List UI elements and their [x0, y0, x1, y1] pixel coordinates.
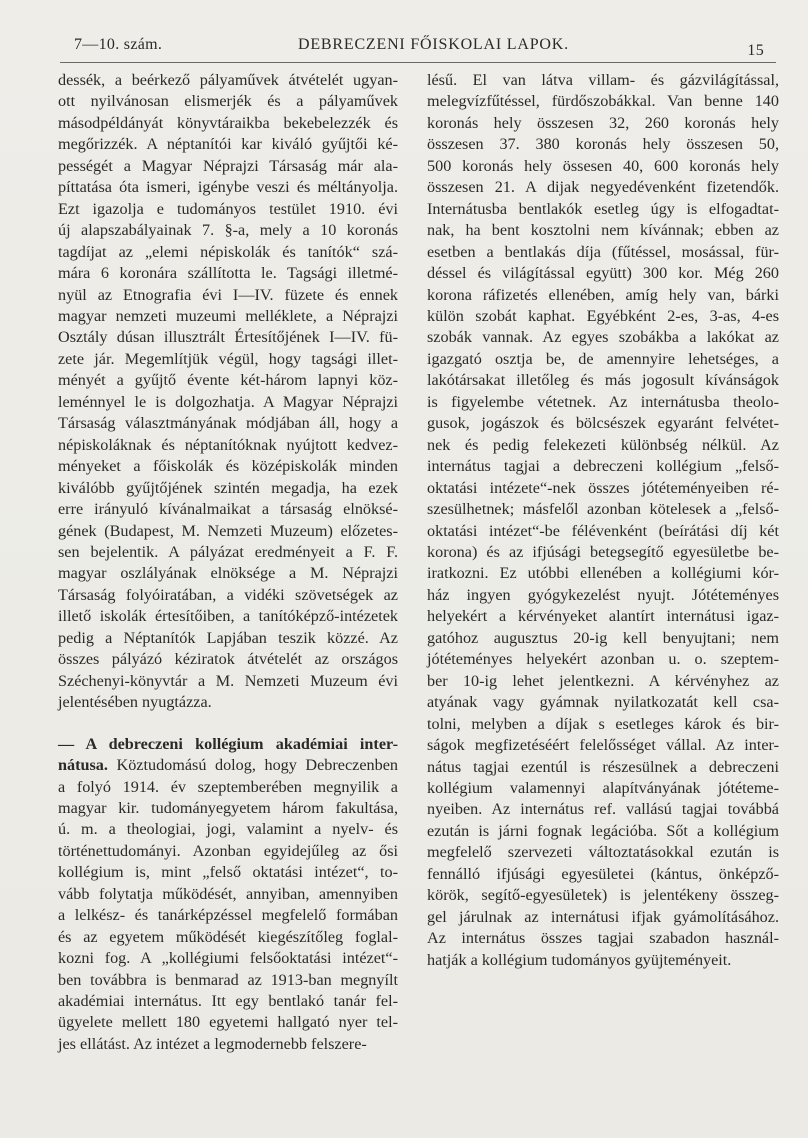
- text-line: szesülhetnek; másfelől azonban kötelesek a „felső-: [427, 500, 779, 519]
- text-line: és az egyetem működését kiegészítőleg foglal-: [58, 927, 398, 946]
- left-column: [58, 70, 398, 1055]
- text-line: leménnyel le is dolgozhatja. A Magyar Néprajzi: [58, 392, 398, 411]
- text-line: nátus tagjai ezentúl is részesülnek a debreczeni: [427, 757, 779, 776]
- text-line: esetben a bentlakás díja (fűtéssel, mosással, für-: [427, 242, 779, 261]
- text-line: ben továbbra is benmarad az 1913-ban megnyílt: [58, 970, 398, 989]
- text-line: [58, 755, 398, 776]
- text-line: dessék, a beérkező pályaművek átvételét ugyan-: [58, 71, 398, 89]
- text-line: melegvízfűtéssel, fürdőszobákkal. Van benne 140: [427, 92, 779, 111]
- text-line: oktatási intézete“-nek összes jótéteményeiben ré-: [427, 478, 779, 497]
- text-line: pedig a Néptanítók Lapjában teszik közzé. Az: [58, 628, 398, 647]
- text-line: zete jár. Megemlítjük végül, hogy tagsági illet-: [58, 349, 398, 368]
- text-line: mára 6 koronára szállította le. Tagsági illetmé-: [58, 264, 398, 283]
- text-line: Internátusba bentlakók esetleg úgy is elfogadtat-: [427, 199, 779, 218]
- text-line: nek és pedig felekezeti különbség nélkül. Az: [427, 435, 779, 454]
- text-line: külön szobát kaphat. Egyébként 2-es, 3-as, 4-es: [427, 306, 779, 325]
- text-line: a lelkész- és tanárképzéssel megfelelő formában: [58, 906, 398, 925]
- text-line: megfelelő szervezeti változtatásokkal ezután is: [427, 843, 779, 862]
- text-line: Az internátus összes tagjai szabadon használ-: [427, 929, 779, 948]
- section-text-start: Köztudomású dolog, hogy Debreczenben: [107, 756, 398, 775]
- text-line: gusok, jogászok és bölcsészek egyaránt felvétet-: [427, 414, 779, 433]
- text-line: kozni fog. A „kollégiumi felsőoktatási intézet“-: [58, 949, 398, 968]
- text-line: igazgató osztja be, de amennyire lehetséges, a: [427, 349, 779, 368]
- text-line: Osztály dúsan illusztrált Értesítőjének I—IV. fü-: [58, 328, 398, 347]
- text-line: jes ellátást. Az intézet a legmodernebb felszere-: [58, 1034, 367, 1053]
- text-line: összesen 21. A dijak negyedévenként fizetendők.: [427, 178, 779, 197]
- text-line: erre irányuló kívánalmaikat a társaság elnöksé-: [58, 500, 398, 519]
- text-line: ményét a gyűjtő évente két-három lapnyi köz-: [58, 371, 398, 390]
- section-heading: — A debreczeni kollégium akadémiai inter-: [58, 734, 398, 753]
- text-line: nyeiben. Az internátus ref. vallású tagjai továbbá: [427, 800, 779, 819]
- text-line: Társaság választmányának módjában áll, hogy a: [58, 414, 398, 433]
- text-line: illető iskolák értesítőiben, a tanítóképző-intézetek: [58, 607, 398, 626]
- text-line: magyar oszlályának elnöksége a M. Néprajzi: [58, 564, 398, 583]
- text-line: összesen 37. 380 koronás hely összesen 50,: [427, 135, 779, 154]
- text-line: Széchenyi-könyvtár a M. Nemzeti Muzeum évi: [58, 671, 398, 690]
- text-line: pességét a Magyar Néprajzi Társaság már ala-: [58, 156, 398, 175]
- text-line: vább folytatja működését, annyiban, amennyiben: [58, 884, 398, 903]
- text-line: kiválóbb gyűjtőjének szintén megadja, ha ezek: [58, 478, 398, 497]
- text-line: ber 10-ig lehet jelentkezni. A kérvényhez az: [427, 671, 779, 690]
- text-line: Társaság folyóiratában, a vidéki szövetségek az: [58, 585, 398, 604]
- text-line: ott nyilvánosan elismerjék és a pályaművek: [58, 92, 398, 111]
- section-heading-line: [58, 734, 398, 755]
- text-line: fennálló ifjúsági egyesületei (kántus, önképző-: [427, 864, 779, 883]
- text-line: másodpéldányát könyvtáraikba bekebelezzék és: [58, 113, 398, 132]
- text-line: ügyelete mellett 180 egyetemi hallgató nyer tel-: [58, 1013, 398, 1032]
- text-line: körök, segítő-egyesületek) is jelentékeny összeg-: [427, 886, 779, 905]
- text-line: gatóhoz augusztus 20-ig kell benyujtani; nem: [427, 628, 779, 647]
- text-line: lakótársakat illetőleg és más jogosult kívánságok: [427, 371, 779, 390]
- text-line: ményeket a főiskolák és középiskolák minden: [58, 457, 398, 476]
- text-line: jótéteményes helyekért azonban u. o. szeptem-: [427, 650, 779, 669]
- text-line: oktatási intézet“-be félévenként (beírátási díj két: [427, 521, 779, 540]
- text-line: lésű. El van látva villam- és gázvilágítással,: [427, 71, 779, 89]
- text-line: magyar nemzeti muzeumi melléklete, a Néprajzi: [58, 306, 398, 325]
- text-line: a folyó 1914. év szeptemberében megnyilik a: [58, 777, 398, 796]
- section-heading-end: nátusa.: [58, 756, 108, 775]
- text-line: új alapszabályainak 7. §-a, mely a 10 koronás: [58, 221, 398, 240]
- text-line: szobák vannak. Az egyes szobákba a lakókat az: [427, 328, 779, 347]
- text-line: is figyelembe vétetnek. Az internátusba theolo-: [427, 392, 779, 411]
- text-line: akadémiai internátus. Itt egy bentlakó tanár fel-: [58, 992, 398, 1011]
- text-line: nak, ha bent kosztolni nem kívánnak; ebben az: [427, 221, 779, 240]
- text-line: ságok megfizetéséért felelősséget vállal. Az inter-: [427, 736, 779, 755]
- text-line: atyának vagy gyámnak nyilatkozatát kell csa-: [427, 693, 779, 712]
- paragraph-continued: [427, 70, 779, 971]
- text-line: internátus tagjai a debreczeni kollégium „felső-: [427, 457, 779, 476]
- text-line: 500 koronás hely össesen 40, 600 koronás hely: [427, 156, 779, 175]
- text-line: kollégium is, mint „felső oktatási intézet“, to-: [58, 863, 398, 882]
- header-rule: [60, 62, 776, 63]
- text-line: kollégium valamennyi alapítványának jótéteme-: [427, 778, 779, 797]
- text-line: ház ingyen gyógykezelést nyujt. Jótéteményes: [427, 585, 779, 604]
- text-line: tolni, melyben a díjak s esetleges károk és bir-: [427, 714, 779, 733]
- journal-title: DEBRECZENI FŐISKOLAI LAPOK.: [298, 36, 569, 53]
- text-line: gel járulnak az internátusi ifjak gyámolításához.: [427, 907, 779, 926]
- text-line: népiskoláknak és néptanítóknak nyújtott kedvez-: [58, 435, 398, 454]
- text-line: tagdíjat az „elemi népiskolák és tanítók“ szá-: [58, 242, 398, 261]
- issue-number: 7—10. szám.: [74, 36, 163, 53]
- text-line: píttatása óta ismeri, igénybe veszi és méltányolja.: [58, 178, 398, 197]
- text-line: korona ráfizetés ellenében, amíg hely van, bárki: [427, 285, 779, 304]
- text-line: jelentésében nyugtázza.: [58, 693, 212, 712]
- text-line: gének (Budapest, M. Nemzeti Muzeum) előzetes-: [58, 521, 398, 540]
- text-line: nyül az Etnografia évi I—IV. füzete és ennek: [58, 285, 398, 304]
- text-line: déssel és világítással együtt) 300 kor. Még 260: [427, 264, 779, 283]
- text-line: ezután is járni fognak legációba. Sőt a kollégium: [427, 821, 779, 840]
- right-column: [427, 70, 779, 971]
- text-line: Ezt igazolja e tudományos testület 1910. évi: [58, 199, 398, 218]
- running-header: [74, 36, 764, 62]
- page-number: 15: [747, 42, 764, 59]
- text-line: helyekért a kérvényeket alantírt internátusi igaz-: [427, 607, 779, 626]
- text-line: hatják a kollégium tudományos gyüjteményeit.: [427, 950, 732, 969]
- paragraph-internatus: [58, 734, 398, 1056]
- text-line: magyar kir. tudományegyetem három fakultása,: [58, 798, 398, 817]
- paragraph-competition: [58, 70, 398, 714]
- text-line: megőrizzék. A néptanítói kar kiváló gyűjtői ké-: [58, 135, 398, 154]
- text-line: összes pályázó kéziratok átvételét az országos: [58, 650, 398, 669]
- text-line: koronás hely összesen 32, 260 koronás hely: [427, 113, 779, 132]
- text-line: sen bejelentik. A pályázat eredményeit a F. F.: [58, 542, 398, 561]
- text-line: történettudományi. Azonban egyidejűleg az ősi: [58, 841, 398, 860]
- text-line: ú. m. a theologiai, jogi, valamint a nyelv- és: [58, 820, 398, 839]
- text-line: korona) és az ifjúsági betegsegítő egyesületbe be-: [427, 542, 779, 561]
- text-line: iratkozni. Ez utóbbi ellenében a kollégiumi kór-: [427, 564, 779, 583]
